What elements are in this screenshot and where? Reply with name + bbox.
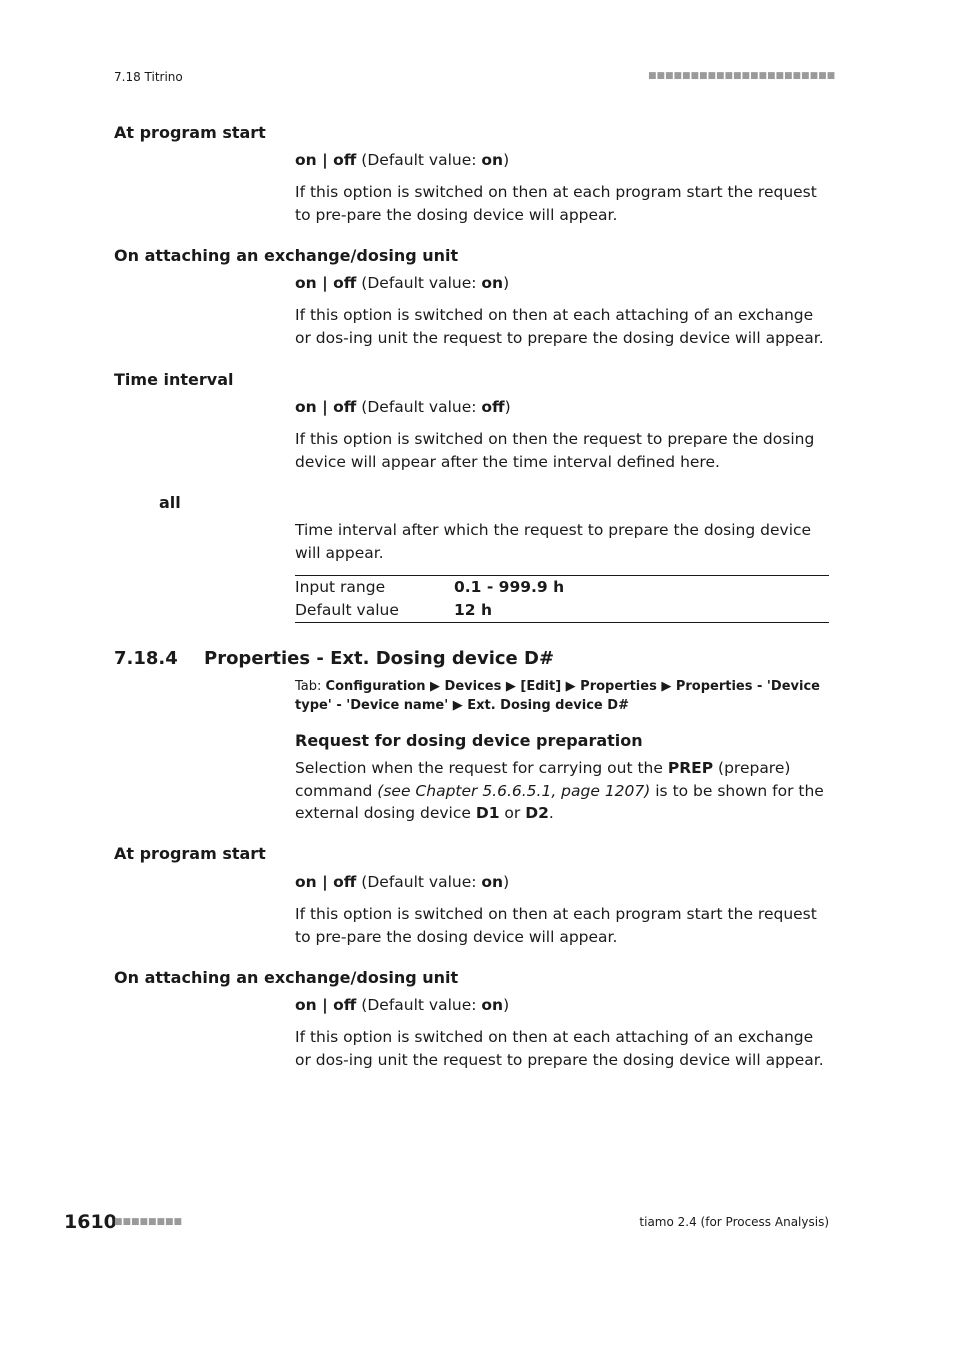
value-separator: |	[316, 996, 334, 1014]
option-values	[295, 272, 830, 295]
default-close: )	[503, 873, 510, 891]
option-description: If this option is switched on then at each attaching of an exchange or dos-ing unit the request to prepare the dosing device will appear.	[295, 1028, 824, 1069]
desc-text: (prepare) command	[295, 759, 791, 800]
device-d2: D2	[525, 804, 549, 822]
value-separator: |	[316, 873, 334, 891]
table-row	[295, 599, 829, 622]
option-values	[295, 994, 830, 1017]
default-value: on	[481, 274, 504, 292]
option-values	[295, 871, 830, 894]
prep-command: PREP	[667, 759, 714, 777]
desc-text: .	[548, 804, 554, 822]
desc-text: Selection when the request for carrying out the	[295, 759, 668, 777]
value-off: off	[333, 151, 357, 169]
default-value: off	[481, 398, 505, 416]
value-on: on	[295, 398, 317, 416]
running-head: 7.18 Titrino	[114, 70, 183, 84]
option-heading-program-start: At program start	[114, 844, 266, 863]
option-heading-time-interval: Time interval	[114, 370, 234, 389]
value-separator: |	[316, 151, 334, 169]
value-on: on	[295, 151, 317, 169]
tab-navigation-path	[295, 677, 830, 715]
device-d1: D1	[475, 804, 500, 822]
table-value: 0.1 - 999.9 h	[454, 578, 565, 596]
subsection-heading: Request for dosing device preparation	[295, 731, 643, 750]
option-heading-attaching-unit: On attaching an exchange/dosing unit	[114, 246, 459, 265]
tab-path: Configuration ▶ Devices ▶ [Edit] ▶ Properties ▶ Properties - 'Device type' - 'Device name' ▶ Ext. Dosing device D#	[295, 679, 820, 713]
option-description: If this option is switched on then the request to prepare the dosing device will appear after the time interval defined here.	[295, 430, 815, 471]
option-heading-attaching-unit: On attaching an exchange/dosing unit	[114, 968, 459, 987]
option-description: Time interval after which the request to prepare the dosing device will appear.	[295, 521, 812, 562]
value-on: on	[295, 873, 317, 891]
option-description: If this option is switched on then at each program start the request to pre-pare the dosing device will appear.	[295, 183, 817, 224]
table-row	[295, 576, 829, 599]
table-key: Default value	[295, 601, 399, 619]
page-number: 1610	[64, 1211, 117, 1233]
default-prefix: (Default value:	[356, 151, 482, 169]
table-key: Input range	[295, 578, 386, 596]
value-off: off	[333, 274, 357, 292]
default-close: )	[504, 398, 511, 416]
default-value: on	[481, 151, 504, 169]
option-heading-all: all	[159, 493, 181, 512]
product-name: tiamo 2.4 (for Process Analysis)	[639, 1215, 829, 1229]
default-close: )	[503, 151, 510, 169]
default-close: )	[503, 274, 510, 292]
default-prefix: (Default value:	[356, 274, 482, 292]
parameter-table	[295, 575, 829, 623]
desc-text: is to be shown for the external dosing device	[295, 781, 824, 822]
option-values	[295, 396, 830, 419]
default-prefix: (Default value:	[356, 398, 482, 416]
default-close: )	[503, 996, 510, 1014]
default-prefix: (Default value:	[356, 996, 482, 1014]
desc-text: or	[499, 804, 526, 822]
option-heading-program-start: At program start	[114, 123, 266, 142]
value-off: off	[333, 398, 357, 416]
value-on: on	[295, 996, 317, 1014]
option-values	[295, 149, 830, 172]
option-description: If this option is switched on then at each program start the request to pre-pare the dosing device will appear.	[295, 905, 817, 946]
value-off: off	[333, 996, 357, 1014]
option-description: If this option is switched on then at each attaching of an exchange or dos-ing unit the request to prepare the dosing device will appear.	[295, 306, 824, 347]
value-on: on	[295, 274, 317, 292]
value-off: off	[333, 873, 357, 891]
header-decoration: ■■■■■■■■■■■■■■■■■■■■■■	[648, 71, 836, 81]
default-value: on	[481, 996, 504, 1014]
value-separator: |	[316, 274, 334, 292]
tab-prefix: Tab:	[295, 679, 326, 694]
section-description	[295, 757, 830, 825]
chapter-reference: (see Chapter 5.6.6.5.1, page 1207)	[377, 781, 651, 800]
default-value: on	[481, 873, 504, 891]
table-value: 12 h	[454, 601, 493, 619]
default-prefix: (Default value:	[356, 873, 482, 891]
section-number: 7.18.4	[114, 648, 178, 669]
footer-decoration: ■■■■■■■■	[114, 1217, 183, 1227]
value-separator: |	[316, 398, 334, 416]
section-title: Properties - Ext. Dosing device D#	[204, 648, 555, 669]
